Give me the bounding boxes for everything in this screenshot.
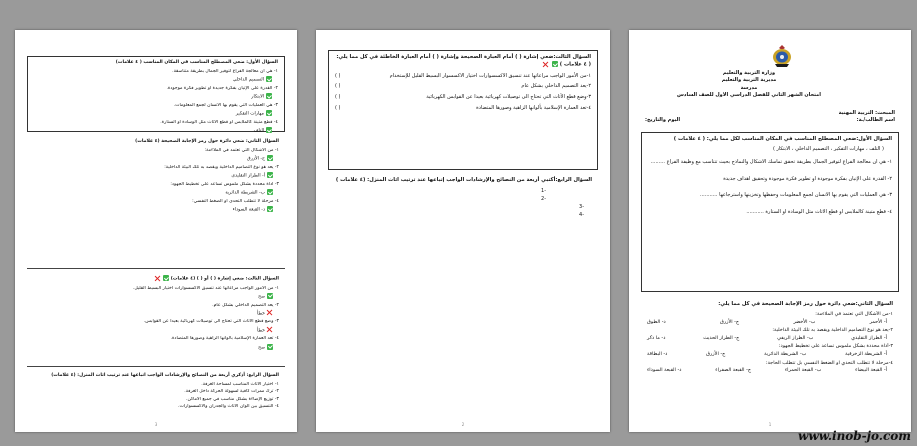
answer-q1-item: ٣- هي العمليات التي يقوم بها الانسان لجمع المعلومات. (173, 102, 278, 108)
option[interactable]: د- القبعة السوداء (647, 367, 682, 374)
question-1-item: ١- هي ان معالجة الفراغ لتوفير الجمال بطريقة تحقق تماسك الاشكال والنماذج بحيث تتناسب مع وظيفة الفراغ ......... (650, 158, 892, 165)
site-watermark: www.inob-jo.com (798, 429, 911, 443)
answer-blank[interactable]: ( ) (335, 94, 341, 101)
tf-item: ٤-تعد العمارة الإسلامية بألوانها الزاهية وصورها المتضادة ( ) (335, 104, 591, 111)
answer-text: صح (258, 294, 265, 300)
answer-blank[interactable]: ( ) (335, 72, 341, 79)
answer-q2-item: ٢- يعد هو نوع التصاميم الداخلية ويقصد به تلك البيئة الداخلية: (164, 165, 279, 171)
check-icon (552, 61, 558, 67)
question-1-item: ٤- قطع متينة كالملابس او قطع الاثاث مثل الوسادة او الستارة ........... (746, 209, 892, 216)
student-name-field[interactable]: اسم الطالب/ـة: (856, 116, 895, 123)
answer-q4-item: ٤- التنسيق بين ألوان الأثاث والجدران والاكسسوارات. (178, 403, 279, 409)
answer-q2-item: ٣- أداة محددة بشكل ملموس تساعد على تخطيط الجهود: (170, 181, 279, 187)
options-row (647, 319, 887, 326)
cross-icon (266, 327, 272, 333)
answer-blank[interactable]: ( ) (335, 83, 341, 90)
divider (27, 366, 285, 367)
answer-q4-item: ٣- توزيع الإضاءة بشكل مناسب في جميع الأماكن. (186, 396, 279, 402)
option[interactable]: أ- الأحمر (869, 318, 887, 325)
answer-q3-item: ٢- يعد التصميم الداخلي بشكل عام. (212, 302, 279, 308)
question-2-stem: ١-من الأشكال التي تعتمد في الملاءمة: (815, 311, 893, 318)
answer-q2-heading: السؤال الثاني: ضعي دائرة حول رمز الإجابة الصحيحة (٤ علامات) (135, 139, 279, 144)
page-number: 2 (461, 421, 465, 427)
answer-line[interactable]: -4 (579, 212, 584, 219)
question-2-stem: ٣-أداة محددة بشكل ملموس تساعد على تخطيط الجهود: (778, 343, 893, 350)
option[interactable]: ب- الشريطة الدائرية (764, 351, 807, 358)
exam-header (677, 70, 821, 99)
option[interactable]: ج- الطراز الحديث (703, 334, 740, 341)
question-3-box (328, 50, 598, 170)
options-row (647, 335, 887, 342)
option[interactable]: أ- الطراز التقليدي (851, 334, 887, 341)
answer-q4-heading: السؤال الرابع: أذكري أربعة من النصائح والإرشادات الواجب اتباعها عند ترتيب اثاث المنزل: (٤ علامات) (51, 373, 279, 378)
answer-key-page (15, 30, 297, 432)
check-icon (163, 275, 169, 281)
answer-text: التصميم الداخلي (232, 77, 264, 83)
word-bank: ( التلف ، مهارات التفكير ، التصميم الداخلي ، الابتكار ) (772, 146, 884, 153)
answer-q1-item: ٤- قطع متينة كالملابس او قطع الاثاث مثل الوسادة او الستارة. (160, 119, 278, 125)
answer-text: ب- الشريطة الدائرية (225, 190, 265, 196)
answer-text: ج- الأزرق (247, 156, 265, 162)
question-1-item: ٣- هي العمليات التي يقوم بها الانسان لجمع المعلومات وحفظها وتخزينها واسترجاعها ........... (700, 192, 892, 199)
page-number: 1 (768, 421, 772, 427)
tf-item: ٢-يعد التصميم الداخلي بشكل عام ( ) (335, 83, 591, 90)
answer-text: مهارات التفكير (235, 111, 264, 117)
answer-line[interactable]: -3 (579, 204, 584, 211)
answer-text: د- القبعة السوداء (232, 207, 265, 213)
school-name: مدرسة (740, 84, 758, 91)
directorate-name: مديرية التربية والتعليم (721, 77, 777, 84)
check-icon (267, 206, 273, 212)
tf-item: ٣-وضع قطع الأثاث التي تحتاج الى توصيلات كهربائية بعيدا عن القوابس الكهربائية ( ) (335, 94, 591, 101)
answer-text: التلف (253, 128, 264, 134)
answer-q1-box (27, 56, 285, 132)
check-icon (267, 155, 273, 161)
question-2-stem: ٤-مرحلة لا تتطلب التحدي او الضغط النفسي بل تتطلب الحاجة: (765, 359, 893, 366)
option[interactable]: ب- الأخضر (793, 318, 816, 325)
day-date-field[interactable]: اليوم والتاريخ: (645, 116, 681, 123)
option[interactable]: د- البطاقة (647, 351, 668, 358)
answer-q3-box (27, 272, 285, 364)
answer-text: خطأ (256, 311, 265, 317)
answer-line[interactable]: -1 (541, 188, 546, 195)
question-2-box (641, 298, 899, 420)
option[interactable]: ب- القبعة الحمراء (784, 367, 822, 374)
answer-q3-item: ٤- تعد العمارة الإسلامية بألوانها الزاهية وصورها المتضادة. (170, 336, 279, 342)
answer-q3-item: ١- من الأمور الواجب مراعاتها عند تنسيق الاكسسوارات اختيار البسيط القليل. (132, 285, 279, 291)
answer-q2-item: ١- من الأشكال التي تعتمد في الملاءمة: (204, 148, 279, 154)
answer-blank[interactable]: ( ) (335, 104, 341, 111)
check-icon (267, 189, 273, 195)
jordan-emblem-icon (771, 44, 793, 68)
question-1-heading: السؤال الأول:ضعي المصطلح المناسب في المكان المناسب لكل مما يلي: ( ٤ علامات ) (673, 136, 892, 142)
answer-q2-box (27, 136, 285, 264)
option[interactable]: أ- الشريطة الزخرفية (845, 351, 887, 358)
options-row (647, 367, 887, 374)
option[interactable]: ج- الأزرق (719, 318, 740, 325)
answer-q3-item: ٣- وضع قطع الأثاث التي تحتاج الى توصيلات كهربائية بعيدا عن القوابس. (143, 319, 279, 325)
answer-q4-box (27, 370, 285, 420)
options-row (647, 351, 887, 358)
question-2-heading: السؤال الثاني:ضعي دائرة حول رمز الإجابة الصحيحة في كل مما يلي: (718, 301, 893, 307)
answer-text: أ- الطراز التقليدي (231, 173, 265, 179)
exam-page-1 (629, 30, 911, 432)
question-3-heading: السؤال الثالث:ضعي إشارة ( ) أمام العبارة الصحيحة وإشارة ( ) أمام العبارة الخاطئة في كل مما يلي: ( ٤ علامات ) (336, 54, 591, 68)
answer-q3-heading: السؤال الثالث: ضعي إشارة ( ) أو ( ) (٤ علامات) (33, 275, 279, 283)
option[interactable]: ج- الأزرق (706, 351, 726, 358)
answer-q1-item: ٢- القدرة على الإتيان بفكرة جديدة او تطوير فكرة موجودة. (166, 86, 278, 92)
exam-page-2 (316, 30, 610, 432)
divider (27, 268, 285, 269)
answer-q4-item: ٢- ترك ممرات كافية لسهولة الحركة داخل الغرفة. (184, 389, 279, 395)
cross-icon (543, 61, 549, 67)
option[interactable]: د- الطوق (647, 318, 666, 325)
question-1-item: ٢- القدرة على الإتيان بفكرة موجودة او تطوير فكرة موجودة وتحقيق اهداف جديدة (723, 175, 892, 182)
exam-title: امتحان الشهر الثاني للفصل الدراسي الاول للصف السادس (677, 91, 821, 98)
question-1-box (641, 132, 899, 292)
check-icon (266, 76, 272, 82)
option[interactable]: ج- القبعة الصفراء (715, 367, 751, 374)
answer-text: صح (258, 345, 265, 350)
check-icon (266, 127, 272, 133)
question-2-stem: ٢-يعد هو نوع التصاميم الداخلية ويقصد به تلك البيئة الداخلية: (772, 327, 893, 334)
check-icon (267, 344, 273, 350)
answer-text: خطأ (256, 328, 265, 334)
check-icon (266, 93, 272, 99)
answer-q1-heading: السؤال الأول: ضعي المصطلح المناسب في المكان المناسب ( ٤ علامات) (115, 60, 278, 65)
check-icon (266, 110, 272, 116)
cross-icon (266, 310, 272, 316)
page-number: 3 (154, 421, 158, 427)
subject-label: المبحث: التربية المهنية (838, 110, 895, 116)
answer-q4-item: ١- اختيار الأثاث المناسب لمساحة الغرفة. (201, 382, 279, 388)
answer-q1-item: ١- هي ان معالجة الفراغ لتوفير الجمال بطريقة متناسقة. (172, 69, 278, 75)
tf-item: ١-من الأمور الواجب مراعاتها عند تنسيق الاكسسوارات اختيار الاكسسوار البسيط القليل للإستخدام ( ) (335, 72, 591, 79)
answer-line[interactable]: -2 (541, 196, 546, 203)
check-icon (267, 172, 273, 178)
student-info (645, 110, 895, 124)
question-4-heading: السؤال الرابع:أكتبي أربعة من النصائح والإرشادات الواجب إتباعها عند ترتيب اثاث المنزل: (٤ علامات ) (335, 177, 592, 183)
answer-q2-item: ٤- مرحلة لا تتطلب التحدي او الضغط النفسي: (192, 198, 279, 204)
option[interactable]: أ- القبعة البيضاء (855, 367, 887, 374)
check-icon (267, 293, 273, 299)
question-4-box (328, 174, 598, 224)
cross-icon (154, 275, 160, 281)
ministry-name: وزارة التربية والتعليم (722, 70, 776, 76)
option[interactable]: د- ما ذكر (647, 334, 666, 341)
option[interactable]: ب- الطراز الريفي (777, 334, 814, 341)
answer-text: الابتكار (251, 94, 264, 100)
